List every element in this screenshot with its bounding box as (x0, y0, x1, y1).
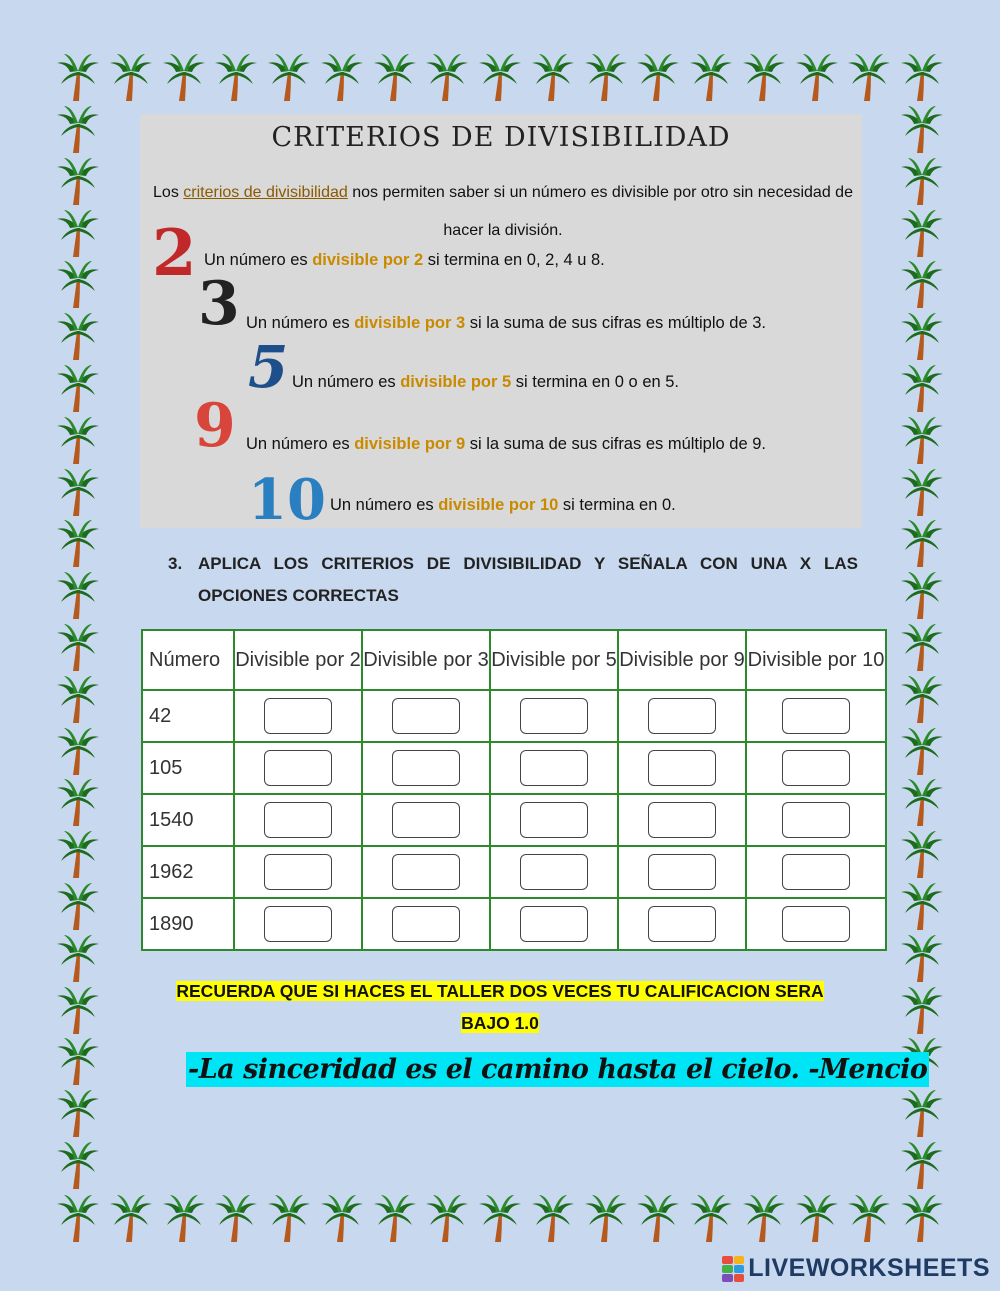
answer-checkbox[interactable] (648, 802, 716, 838)
digit-10: 10 (248, 467, 326, 533)
palm-tree-icon (56, 415, 100, 465)
palm-tree-icon (56, 881, 100, 931)
palm-tree-icon (109, 1193, 153, 1243)
table-header-row (142, 630, 886, 690)
answer-checkbox[interactable] (392, 802, 460, 838)
palm-tree-icon (900, 52, 944, 102)
rule-5 (292, 373, 679, 392)
rule-10-highlight: divisible por 10 (438, 496, 559, 514)
table-row (142, 898, 886, 950)
answer-checkbox[interactable] (648, 854, 716, 890)
quote: -La sinceridad es el camino hasta el cielo. -Mencio (188, 1054, 928, 1085)
palm-tree-icon (900, 1088, 944, 1138)
table-row (142, 846, 886, 898)
palm-tree-icon (795, 52, 839, 102)
answer-cell (362, 898, 490, 950)
palm-tree-icon (56, 156, 100, 206)
divisibility-table (141, 629, 887, 951)
answer-cell (746, 690, 886, 742)
answer-checkbox[interactable] (264, 906, 332, 942)
answer-checkbox[interactable] (520, 750, 588, 786)
palm-tree-icon (162, 1193, 206, 1243)
answer-cell (234, 794, 362, 846)
answer-cell (618, 742, 746, 794)
answer-cell (746, 794, 886, 846)
header-div-3: Divisible por 3 (362, 630, 490, 690)
intro-link: criterios de divisibilidad (183, 184, 348, 201)
answer-cell (362, 742, 490, 794)
answer-checkbox[interactable] (264, 854, 332, 890)
palm-tree-icon (267, 52, 311, 102)
palm-tree-icon (636, 52, 680, 102)
answer-cell (234, 846, 362, 898)
rule-3-post: si la suma de sus cifras es múltiplo de 3. (465, 314, 766, 332)
palm-tree-icon (56, 104, 100, 154)
reminder-note (150, 975, 850, 1039)
palm-tree-icon (900, 104, 944, 154)
palm-tree-icon (847, 1193, 891, 1243)
palm-tree-icon (900, 881, 944, 931)
rule-5-post: si termina en 0 o en 5. (511, 373, 680, 391)
answer-cell (490, 742, 618, 794)
palm-tree-icon (900, 415, 944, 465)
table-row (142, 690, 886, 742)
palm-border-right (900, 104, 944, 1190)
palm-tree-icon (56, 259, 100, 309)
palm-tree-icon (320, 1193, 364, 1243)
answer-checkbox[interactable] (264, 698, 332, 734)
answer-cell (618, 898, 746, 950)
palm-tree-icon (56, 933, 100, 983)
answer-checkbox[interactable] (264, 802, 332, 838)
answer-cell (746, 742, 886, 794)
palm-tree-icon (900, 259, 944, 309)
reminder-line-2: BAJO 1.0 (461, 1013, 539, 1033)
answer-cell (618, 846, 746, 898)
answer-cell (362, 690, 490, 742)
liveworksheets-logo-icon (722, 1256, 744, 1282)
palm-tree-icon (162, 52, 206, 102)
criteria-title: CRITERIOS DE DIVISIBILIDAD (271, 122, 731, 153)
answer-checkbox[interactable] (782, 698, 850, 734)
answer-checkbox[interactable] (782, 750, 850, 786)
palm-tree-icon (795, 1193, 839, 1243)
row-number: 1890 (142, 898, 234, 950)
answer-checkbox[interactable] (392, 698, 460, 734)
intro-pre: Los (153, 184, 184, 201)
palm-tree-icon (56, 622, 100, 672)
rule-2 (204, 251, 605, 270)
palm-tree-icon (900, 674, 944, 724)
palm-tree-icon (56, 1140, 100, 1190)
palm-tree-icon (56, 726, 100, 776)
answer-checkbox[interactable] (520, 802, 588, 838)
answer-cell (234, 690, 362, 742)
criteria-intro (150, 174, 856, 250)
answer-cell (490, 794, 618, 846)
table-row (142, 742, 886, 794)
row-number: 105 (142, 742, 234, 794)
rule-9 (246, 435, 766, 454)
answer-cell (490, 898, 618, 950)
palm-tree-icon (900, 156, 944, 206)
rule-10-post: si termina en 0. (558, 496, 676, 514)
palm-tree-icon (900, 829, 944, 879)
palm-tree-icon (900, 622, 944, 672)
digit-2: 2 (152, 216, 197, 291)
palm-tree-icon (900, 311, 944, 361)
question-number: 3. (168, 554, 183, 573)
header-div-5: Divisible por 5 (490, 630, 618, 690)
answer-checkbox[interactable] (648, 698, 716, 734)
answer-checkbox[interactable] (520, 698, 588, 734)
palm-tree-icon (531, 1193, 575, 1243)
rule-3 (246, 314, 766, 333)
palm-tree-icon (56, 208, 100, 258)
palm-tree-icon (900, 1140, 944, 1190)
palm-tree-icon (742, 52, 786, 102)
palm-tree-icon (373, 1193, 417, 1243)
answer-checkbox[interactable] (782, 906, 850, 942)
question-3 (168, 548, 858, 612)
rule-10 (330, 496, 676, 515)
header-div-10: Divisible por 10 (746, 630, 886, 690)
palm-tree-icon (584, 1193, 628, 1243)
answer-checkbox[interactable] (392, 854, 460, 890)
row-number: 1962 (142, 846, 234, 898)
digit-5: 5 (248, 333, 289, 401)
answer-checkbox[interactable] (264, 750, 332, 786)
palm-tree-icon (900, 518, 944, 568)
palm-tree-icon (689, 1193, 733, 1243)
intro-post: nos permiten saber si un número es divisible por otro sin necesidad de hacer la división. (347, 184, 853, 239)
palm-tree-icon (689, 52, 733, 102)
divisibility-criteria-panel (140, 114, 862, 533)
palm-tree-icon (56, 1088, 100, 1138)
palm-tree-icon (56, 518, 100, 568)
palm-tree-icon (900, 1193, 944, 1243)
answer-cell (362, 794, 490, 846)
palm-tree-icon (373, 52, 417, 102)
answer-cell (234, 898, 362, 950)
rule-2-pre: Un número es (204, 251, 313, 269)
palm-tree-icon (214, 52, 258, 102)
palm-tree-icon (636, 1193, 680, 1243)
palm-tree-icon (320, 52, 364, 102)
palm-tree-icon (56, 985, 100, 1035)
palm-tree-icon (900, 933, 944, 983)
digit-3: 3 (198, 269, 240, 339)
palm-tree-icon (109, 52, 153, 102)
answer-cell (490, 690, 618, 742)
palm-tree-icon (847, 52, 891, 102)
answer-cell (618, 690, 746, 742)
palm-tree-icon (900, 777, 944, 827)
palm-tree-icon (425, 52, 469, 102)
rule-3-pre: Un número es (246, 314, 355, 332)
rule-5-highlight: divisible por 5 (400, 373, 512, 391)
answer-checkbox[interactable] (520, 854, 588, 890)
palm-tree-icon (900, 467, 944, 517)
digit-9: 9 (194, 391, 236, 461)
palm-tree-icon (531, 52, 575, 102)
palm-tree-icon (56, 52, 100, 102)
palm-border-top (56, 52, 944, 102)
answer-cell (362, 846, 490, 898)
rule-5-pre: Un número es (292, 373, 401, 391)
answer-cell (618, 794, 746, 846)
palm-tree-icon (56, 829, 100, 879)
reminder-line-1: RECUERDA QUE SI HACES EL TALLER DOS VECES TU CALIFICACION SERA (176, 981, 824, 1001)
table-row (142, 794, 886, 846)
palm-tree-icon (478, 1193, 522, 1243)
palm-tree-icon (742, 1193, 786, 1243)
answer-checkbox[interactable] (392, 750, 460, 786)
palm-tree-icon (900, 208, 944, 258)
rule-9-highlight: divisible por 9 (354, 435, 466, 453)
answer-checkbox[interactable] (392, 906, 460, 942)
palm-tree-icon (425, 1193, 469, 1243)
palm-tree-icon (900, 570, 944, 620)
rule-2-highlight: divisible por 2 (312, 251, 424, 269)
palm-tree-icon (56, 1036, 100, 1086)
palm-border-left (56, 104, 100, 1190)
brand-name: LIVEWORKSHEETS (748, 1254, 990, 1282)
palm-tree-icon (56, 777, 100, 827)
palm-tree-icon (584, 52, 628, 102)
answer-checkbox[interactable] (648, 906, 716, 942)
answer-checkbox[interactable] (782, 802, 850, 838)
rule-2-post: si termina en 0, 2, 4 u 8. (423, 251, 605, 269)
rule-9-pre: Un número es (246, 435, 355, 453)
header-div-9: Divisible por 9 (618, 630, 746, 690)
answer-cell (490, 846, 618, 898)
palm-tree-icon (478, 52, 522, 102)
header-div-2: Divisible por 2 (234, 630, 362, 690)
palm-tree-icon (267, 1193, 311, 1243)
palm-tree-icon (900, 363, 944, 413)
answer-checkbox[interactable] (782, 854, 850, 890)
palm-tree-icon (56, 674, 100, 724)
header-numero: Número (142, 630, 234, 690)
answer-checkbox[interactable] (648, 750, 716, 786)
answer-cell (746, 898, 886, 950)
rule-10-pre: Un número es (330, 496, 439, 514)
palm-tree-icon (214, 1193, 258, 1243)
answer-checkbox[interactable] (520, 906, 588, 942)
palm-tree-icon (56, 1193, 100, 1243)
palm-tree-icon (56, 570, 100, 620)
palm-tree-icon (900, 985, 944, 1035)
rule-3-highlight: divisible por 3 (354, 314, 466, 332)
palm-tree-icon (56, 467, 100, 517)
palm-tree-icon (56, 363, 100, 413)
palm-tree-icon (900, 726, 944, 776)
palm-tree-icon (56, 311, 100, 361)
palm-border-bottom (56, 1193, 944, 1243)
row-number: 42 (142, 690, 234, 742)
row-number: 1540 (142, 794, 234, 846)
rule-9-post: si la suma de sus cifras es múltiplo de 9. (465, 435, 766, 453)
question-text: APLICA LOS CRITERIOS DE DIVISIBILIDAD Y SEÑALA CON UNA X LAS OPCIONES CORRECTAS (198, 554, 858, 605)
liveworksheets-brand (722, 1254, 990, 1283)
answer-cell (234, 742, 362, 794)
answer-cell (746, 846, 886, 898)
